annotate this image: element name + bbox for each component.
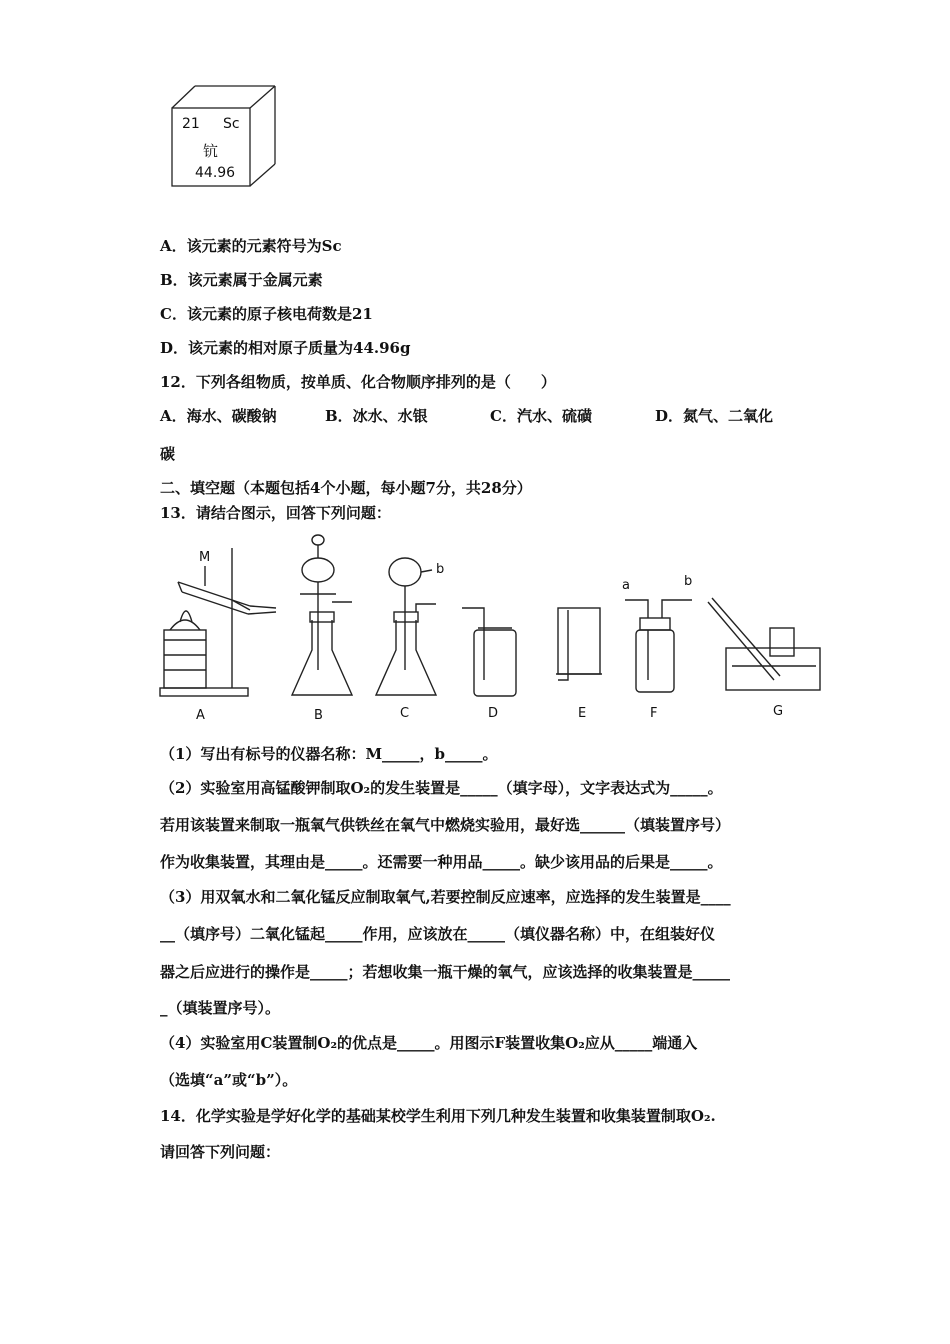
q13-line-9: （4）实验室用C装置制O₂的优点是_____。用图示F装置收集O₂应从_____端通入 — [160, 1034, 698, 1052]
element-mass: 44.96 — [195, 165, 236, 181]
mark-m: M — [199, 550, 211, 565]
q12-option-c: C．汽水、硫磺 — [490, 407, 592, 425]
q13-line-8: _（填装置序号）。 — [160, 999, 281, 1017]
q13-line-6: __（填序号）二氧化锰起_____作用，应该放在_____（填仪器名称）中，在组装好仪 — [160, 925, 716, 943]
apparatus-label-a: A — [196, 708, 205, 723]
q13-line-10: （选填“a”或“b”）。 — [160, 1071, 298, 1089]
mark-b-c: b — [436, 562, 445, 577]
q13-line-3: 若用该装置来制取一瓶氧气供铁丝在氧气中燃烧实验用，最好选______（填装置序号） — [160, 816, 731, 834]
q14-line-2: 请回答下列问题： — [160, 1143, 281, 1161]
apparatus-f-bottle — [636, 630, 674, 692]
q12-wrap: 碳 — [160, 445, 176, 463]
q13-line-4: 作为收集装置，其理由是_____。还需要一种用品_____。缺少该用品的后果是_____。 — [160, 853, 723, 871]
q11-option-b: B．该元素属于金属元素 — [160, 271, 323, 289]
mark-b-f: b — [684, 574, 693, 589]
q12-option-d: D．氮气、二氧化 — [655, 407, 774, 425]
mark-a-f: a — [622, 578, 630, 593]
apparatus-figure — [0, 530, 950, 750]
q11-option-c: C．该元素的原子核电荷数是21 — [160, 305, 373, 323]
apparatus-label-b: B — [314, 708, 323, 723]
apparatus-label-g: G — [773, 704, 784, 719]
q11-option-a: A．该元素的元素符号为Sc — [160, 237, 342, 255]
q13-stem: 13．请结合图示，回答下列问题： — [160, 504, 391, 522]
element-atomic-number: 21 — [182, 116, 200, 132]
apparatus-c-flask — [376, 620, 436, 695]
q11-option-d: D．该元素的相对原子质量为44.96g — [160, 339, 411, 357]
q12-option-a: A．海水、碳酸钠 — [160, 407, 277, 425]
apparatus-label-d: D — [488, 706, 499, 721]
q13-line-7: 器之后应进行的操作是_____；若想收集一瓶干燥的氧气，应该选择的收集装置是_____ — [160, 963, 731, 981]
apparatus-d-bottle — [474, 630, 516, 696]
q13-line-2: （2）实验室用高锰酸钾制取O₂的发生装置是_____（填字母），文字表达式为_____。 — [160, 779, 723, 797]
q13-line-1: （1）写出有标号的仪器名称：M_____，b_____。 — [160, 745, 498, 763]
apparatus-label-e: E — [578, 706, 587, 721]
q12-option-b: B．冰水、水银 — [325, 407, 428, 425]
apparatus-a-base — [160, 688, 248, 696]
element-name: 钪 — [203, 142, 219, 160]
q12-stem: 12．下列各组物质，按单质、化合物顺序排列的是（ ） — [160, 373, 556, 391]
section-2-heading: 二、填空题（本题包括4个小题，每小题7分，共28分） — [160, 479, 532, 497]
element-card-box — [0, 0, 950, 220]
apparatus-label-f: F — [650, 706, 658, 721]
apparatus-b-flask — [292, 620, 352, 695]
apparatus-e-bottle — [558, 608, 600, 674]
q13-line-5: （3）用双氧水和二氧化锰反应制取氧气,若要控制反应速率，应选择的发生装置是____ — [160, 888, 731, 906]
apparatus-label-c: C — [400, 706, 410, 721]
element-symbol: Sc — [223, 116, 240, 132]
q14-line-1: 14．化学实验是学好化学的基础某校学生利用下列几种发生装置和收集装置制取O₂. — [160, 1107, 716, 1125]
